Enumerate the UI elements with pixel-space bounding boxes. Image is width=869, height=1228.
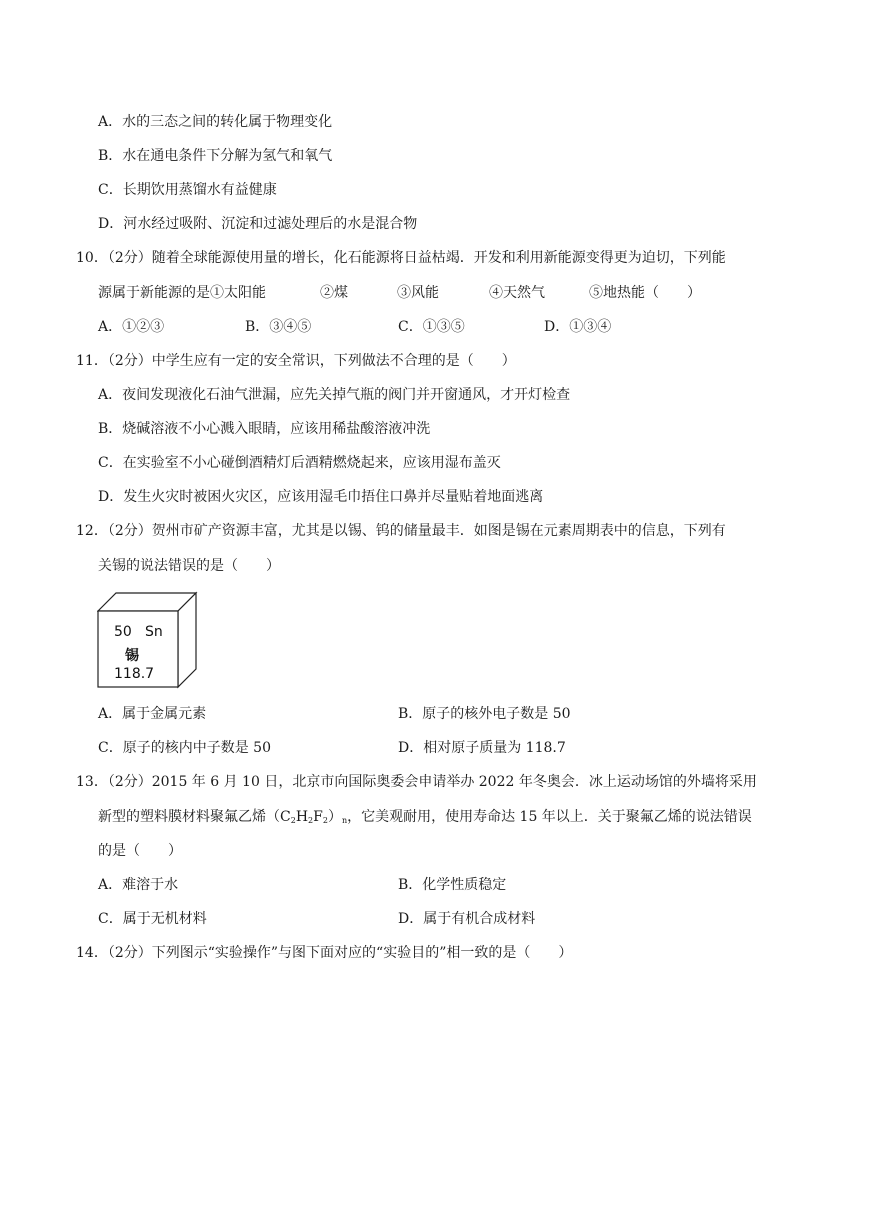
q10-stem-line1: 10．（2分）随着全球能源使用量的增长，化石能源将日益枯竭．开发和利用新能源变得更为迫切，下列能 bbox=[76, 250, 726, 266]
q13-option-a: A．难溶于水 bbox=[98, 877, 179, 893]
formula-f: F bbox=[313, 809, 323, 825]
q10-option-b: B．③④⑤ bbox=[245, 319, 312, 335]
q13-stem-line3: 的是（ ） bbox=[98, 843, 182, 859]
formula-close-paren: ） bbox=[327, 809, 342, 825]
q10-choice-geothermal: ⑤地热能（ ） bbox=[589, 285, 701, 301]
formula-sub-n: n bbox=[341, 816, 348, 825]
q13-line2-rest: ，它美观耐用，使用寿命达 15 年以上．关于聚氟乙烯的说法错误 bbox=[347, 809, 752, 825]
q10-stem-line2 bbox=[98, 284, 818, 302]
q13-line2-prefix: 新型的塑料膜材料聚氟乙烯（C bbox=[98, 809, 291, 825]
formula-sub-f: 2 bbox=[322, 816, 328, 825]
q12-option-a: A．属于金属元素 bbox=[98, 706, 207, 722]
q13-option-b: B．化学性质稳定 bbox=[398, 877, 507, 893]
q12-stem-line2: 关锡的说法错误的是（ ） bbox=[98, 558, 280, 574]
q13-stem-line1: 13．（2分）2015 年 6 月 10 日，北京市向国际奥委会申请举办 2022 年冬奥会．冰上运动场馆的外墙将采用 bbox=[76, 774, 757, 790]
q10-choice-solar: 源属于新能源的是①太阳能 bbox=[98, 285, 266, 301]
q10-options bbox=[98, 318, 818, 336]
q9-option-d: D．河水经过吸附、沉淀和过滤处理后的水是混合物 bbox=[98, 216, 418, 232]
q9-option-c: C．长期饮用蒸馏水有益健康 bbox=[98, 182, 277, 198]
tin-element-cell-figure bbox=[97, 591, 199, 689]
q10-choice-gas: ④天然气 bbox=[489, 285, 545, 301]
q11-option-b: B．烧碱溶液不小心溅入眼睛，应该用稀盐酸溶液冲洗 bbox=[98, 421, 431, 437]
element-name: 锡 bbox=[125, 648, 139, 664]
element-symbol: Sn bbox=[145, 624, 163, 640]
q12-option-c: C．原子的核内中子数是 50 bbox=[98, 740, 271, 756]
q13-option-c: C．属于无机材料 bbox=[98, 911, 207, 927]
q13-stem-line2 bbox=[98, 808, 752, 826]
q12-option-b: B．原子的核外电子数是 50 bbox=[398, 706, 571, 722]
formula-h: H bbox=[295, 809, 309, 825]
q10-choice-coal: ②煤 bbox=[320, 285, 348, 301]
element-atomic-number: 50 bbox=[114, 624, 132, 640]
q12-stem-line1: 12．（2分）贺州市矿产资源丰富，尤其是以锡、钨的储量最丰．如图是锡在元素周期表中的信息，下列有 bbox=[76, 523, 726, 539]
q10-choice-wind: ③风能 bbox=[397, 285, 439, 301]
q10-option-c: C．①③⑤ bbox=[398, 319, 465, 335]
element-atomic-mass: 118.7 bbox=[114, 666, 155, 682]
q11-option-d: D．发生火灾时被困火灾区，应该用湿毛巾捂住口鼻并尽量贴着地面逃离 bbox=[98, 489, 544, 505]
q9-option-b: B．水在通电条件下分解为氢气和氧气 bbox=[98, 148, 333, 164]
q9-option-a: A．水的三态之间的转化属于物理变化 bbox=[98, 114, 333, 130]
formula-sub-h: 2 bbox=[308, 816, 314, 825]
q10-option-d: D．①③④ bbox=[544, 319, 612, 335]
q14-stem: 14．（2分）下列图示“实验操作”与图下面对应的“实验目的”相一致的是（ ） bbox=[76, 945, 573, 961]
q12-option-d: D．相对原子质量为 118.7 bbox=[398, 740, 566, 756]
q10-option-a: A．①②③ bbox=[98, 319, 165, 335]
formula-sub-c: 2 bbox=[290, 816, 296, 825]
q13-option-d: D．属于有机合成材料 bbox=[398, 911, 536, 927]
q11-option-c: C．在实验室不小心碰倒酒精灯后酒精燃烧起来，应该用湿布盖灭 bbox=[98, 455, 501, 471]
q11-stem: 11．（2分）中学生应有一定的安全常识，下列做法不合理的是（ ） bbox=[76, 353, 516, 369]
q11-option-a: A．夜间发现液化石油气泄漏，应先关掉气瓶的阀门并开窗通风，才开灯检查 bbox=[98, 387, 571, 403]
